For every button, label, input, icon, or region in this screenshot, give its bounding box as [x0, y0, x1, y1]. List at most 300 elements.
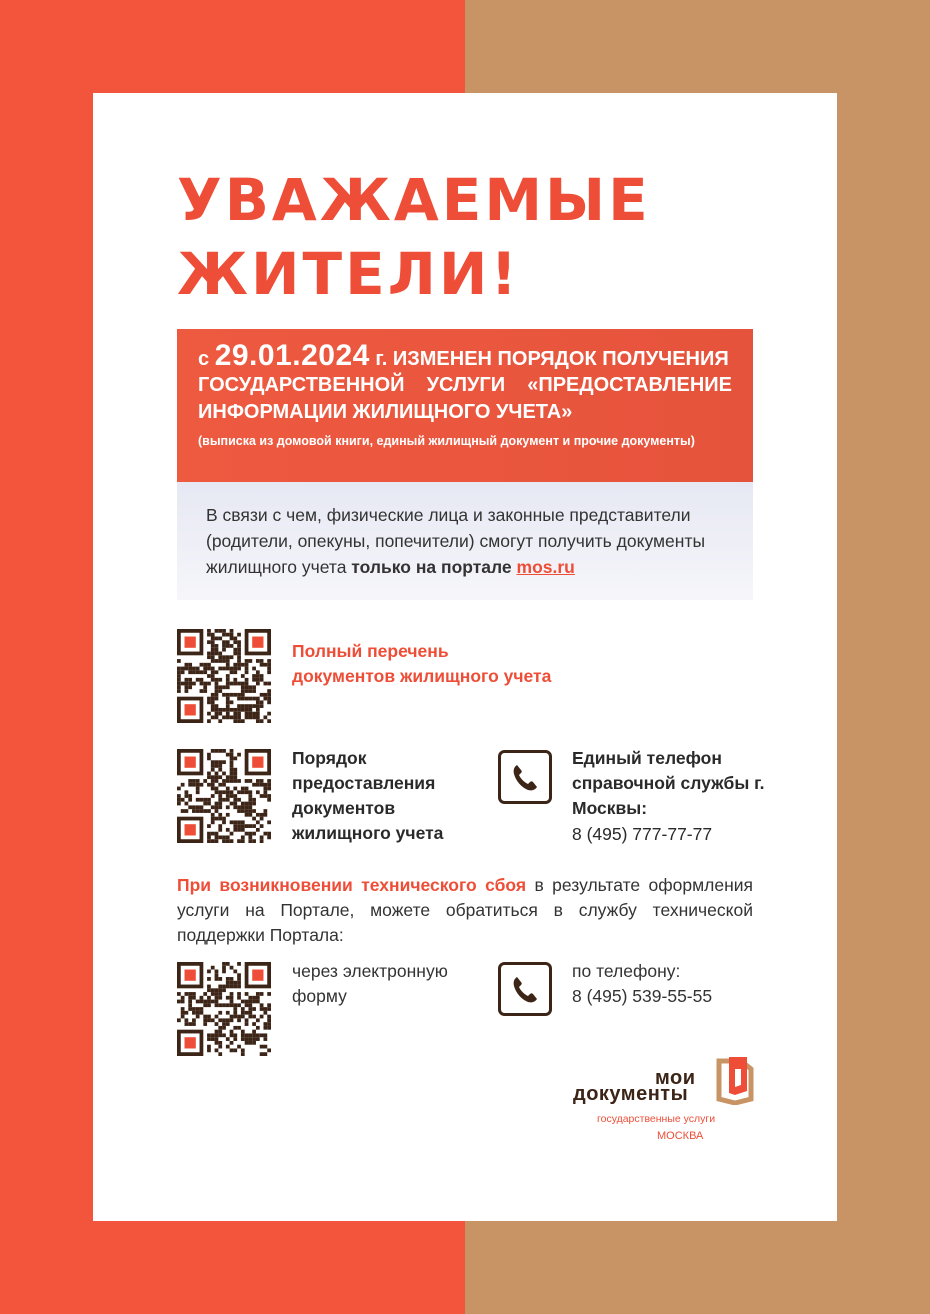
- qr-module: [177, 689, 181, 693]
- qr-module: [188, 667, 192, 671]
- qr-module: [252, 685, 256, 689]
- qr-module: [267, 697, 271, 701]
- qr-module: [245, 689, 249, 693]
- mos-ru-link[interactable]: mos.ru: [516, 557, 575, 577]
- qr-module: [248, 798, 252, 802]
- qr-module: [230, 655, 234, 659]
- qr-module: [203, 798, 207, 802]
- qr-module: [252, 674, 256, 678]
- qr-module: [256, 697, 260, 701]
- qr-module: [181, 1007, 185, 1011]
- qr-module: [226, 693, 230, 697]
- qr-module: [218, 1030, 222, 1034]
- qr-module: [207, 682, 211, 686]
- qr-module: [241, 704, 245, 708]
- qr-module: [207, 798, 211, 802]
- qr-module: [230, 839, 234, 843]
- qr-module: [226, 775, 230, 779]
- qr-module: [248, 809, 252, 813]
- qr-module: [267, 712, 271, 716]
- qr-module: [222, 835, 226, 839]
- qr-module: [233, 985, 237, 989]
- qr-module: [252, 667, 256, 671]
- qr-module: [196, 1007, 200, 1011]
- qr-module: [233, 1011, 237, 1015]
- qr-module: [207, 988, 211, 992]
- qr-module: [203, 802, 207, 806]
- qr-module: [218, 659, 222, 663]
- qr-module: [233, 779, 237, 783]
- qr-module: [260, 693, 264, 697]
- qr-module: [267, 820, 271, 824]
- qr-module: [207, 633, 211, 637]
- qr-module: [215, 712, 219, 716]
- qr-module: [267, 719, 271, 723]
- qr-module: [215, 775, 219, 779]
- helpline-number: 8 (495) 777-77-77: [572, 824, 713, 844]
- qr-module: [252, 689, 256, 693]
- qr-module: [233, 678, 237, 682]
- qr-module: [248, 685, 252, 689]
- qr-module: [230, 794, 234, 798]
- qr-module: [211, 697, 215, 701]
- qr-module: [185, 1022, 189, 1026]
- info-bold: только на портале: [351, 557, 517, 577]
- qr-module: [207, 1048, 211, 1052]
- qr-module: [207, 839, 211, 843]
- qr-module: [226, 779, 230, 783]
- qr-module: [196, 667, 200, 671]
- qr-module: [263, 1011, 267, 1015]
- qr-module: [256, 996, 260, 1000]
- qr-module: [218, 689, 222, 693]
- qr-module: [226, 685, 230, 689]
- qr-module: [188, 992, 192, 996]
- qr-module: [230, 1048, 234, 1052]
- qr-module: [248, 1007, 252, 1011]
- qr-module: [267, 779, 271, 783]
- qr-module: [215, 988, 219, 992]
- qr-module: [230, 1000, 234, 1004]
- qr-module: [185, 1018, 189, 1022]
- qr-module: [256, 828, 260, 832]
- qr-module: [177, 685, 181, 689]
- qr-module: [233, 667, 237, 671]
- qr-module: [218, 798, 222, 802]
- qr-module: [196, 678, 200, 682]
- qr-module: [211, 817, 215, 821]
- qr-module: [237, 648, 241, 652]
- qr-module: [237, 790, 241, 794]
- qr-module: [207, 1000, 211, 1004]
- qr-module: [226, 985, 230, 989]
- qr-module: [207, 977, 211, 981]
- qr-module: [237, 809, 241, 813]
- qr-module: [185, 809, 189, 813]
- qr-module: [211, 1000, 215, 1004]
- qr-module: [181, 667, 185, 671]
- qr-module: [211, 794, 215, 798]
- qr-module: [230, 1041, 234, 1045]
- qr-module: [200, 1000, 204, 1004]
- qr-module: [222, 779, 226, 783]
- qr-module: [215, 704, 219, 708]
- qr-module: [230, 768, 234, 772]
- qr-module: [248, 1015, 252, 1019]
- qr-module: [185, 689, 189, 693]
- qr-module: [263, 809, 267, 813]
- qr-module: [267, 670, 271, 674]
- qr-module: [260, 794, 264, 798]
- qr-finder-center: [252, 757, 263, 768]
- qr-module: [237, 977, 241, 981]
- qr-module: [237, 655, 241, 659]
- qr-module: [207, 970, 211, 974]
- qr-finder-center: [185, 704, 196, 715]
- qr-module: [215, 1033, 219, 1037]
- qr-module: [233, 682, 237, 686]
- qr-module: [215, 790, 219, 794]
- qr-module: [226, 682, 230, 686]
- qr-module: [215, 693, 219, 697]
- qr-module: [241, 693, 245, 697]
- qr-module: [252, 783, 256, 787]
- support-phone-label: по телефону:: [572, 961, 681, 981]
- qr-module: [207, 629, 211, 633]
- qr-code-graphic: [177, 749, 271, 843]
- qr-module: [222, 659, 226, 663]
- qr-module: [233, 824, 237, 828]
- qr-code-icon[interactable]: [177, 629, 271, 723]
- qr-module: [260, 700, 264, 704]
- qr-module: [185, 667, 189, 671]
- qr-label-electronic-form: через электронную форму: [292, 961, 448, 1006]
- qr-module: [241, 674, 245, 678]
- qr-module: [215, 1000, 219, 1004]
- qr-module: [263, 813, 267, 817]
- qr-module: [211, 644, 215, 648]
- qr-module: [245, 1000, 249, 1004]
- qr-module: [230, 772, 234, 776]
- qr-module: [241, 685, 245, 689]
- qr-module: [233, 693, 237, 697]
- qr-module: [215, 689, 219, 693]
- qr-module: [211, 787, 215, 791]
- qr-module: [260, 1007, 264, 1011]
- qr-module: [252, 1022, 256, 1026]
- qr-module: [237, 640, 241, 644]
- qr-module: [245, 663, 249, 667]
- qr-module: [245, 779, 249, 783]
- qr-module: [222, 715, 226, 719]
- qr-module: [181, 1000, 185, 1004]
- qr-module: [188, 805, 192, 809]
- qr-code-graphic: [177, 962, 271, 1056]
- qr-module: [233, 648, 237, 652]
- qr-module: [237, 839, 241, 843]
- qr-module: [252, 697, 256, 701]
- qr-module: [237, 667, 241, 671]
- qr-module: [215, 749, 219, 753]
- qr-module: [256, 1000, 260, 1004]
- qr-module: [226, 962, 230, 966]
- qr-module: [263, 794, 267, 798]
- qr-module: [215, 1048, 219, 1052]
- qr-module: [211, 678, 215, 682]
- qr-module: [177, 787, 181, 791]
- qr-module: [248, 832, 252, 836]
- qr-module: [222, 644, 226, 648]
- qr-module: [230, 700, 234, 704]
- qr-module: [267, 783, 271, 787]
- qr-module: [218, 719, 222, 723]
- qr-module: [226, 996, 230, 1000]
- qr-module: [203, 992, 207, 996]
- qr-module: [185, 685, 189, 689]
- qr-module: [256, 708, 260, 712]
- qr-module: [267, 700, 271, 704]
- qr-module: [226, 839, 230, 843]
- qr-module: [207, 753, 211, 757]
- qr-module: [248, 813, 252, 817]
- qr-code-graphic: [177, 629, 271, 723]
- qr-module: [215, 648, 219, 652]
- qr-module: [215, 678, 219, 682]
- qr-module: [211, 764, 215, 768]
- qr-module: [200, 1011, 204, 1015]
- qr-module: [226, 813, 230, 817]
- qr-code-icon[interactable]: [177, 749, 271, 843]
- tech-support-text: [177, 873, 753, 948]
- qr-module: [233, 1003, 237, 1007]
- qr-module: [245, 659, 249, 663]
- qr-module: [200, 809, 204, 813]
- qr-module: [248, 779, 252, 783]
- qr-module: [203, 1018, 207, 1022]
- qr-module: [252, 712, 256, 716]
- qr-module: [256, 820, 260, 824]
- qr-module: [218, 667, 222, 671]
- qr-module: [177, 802, 181, 806]
- qr-module: [260, 835, 264, 839]
- qr-module: [196, 787, 200, 791]
- qr-module: [211, 760, 215, 764]
- qr-module: [211, 700, 215, 704]
- qr-module: [226, 663, 230, 667]
- qr-module: [211, 988, 215, 992]
- qr-module: [200, 678, 204, 682]
- qr-module: [260, 1033, 264, 1037]
- qr-module: [218, 637, 222, 641]
- qr-module: [245, 708, 249, 712]
- qr-module: [267, 832, 271, 836]
- qr-module: [233, 768, 237, 772]
- qr-module: [211, 659, 215, 663]
- qr-module: [245, 802, 249, 806]
- qr-module: [215, 708, 219, 712]
- qr-module: [200, 783, 204, 787]
- qr-module: [192, 1007, 196, 1011]
- qr-module: [245, 832, 249, 836]
- qr-module: [211, 704, 215, 708]
- qr-module: [218, 977, 222, 981]
- qr-module: [230, 764, 234, 768]
- logo-word-2: документы: [573, 1083, 689, 1105]
- qr-module: [256, 670, 260, 674]
- qr-module: [207, 802, 211, 806]
- qr-module: [230, 753, 234, 757]
- qr-module: [233, 981, 237, 985]
- qr-module: [241, 697, 245, 701]
- qr-module: [245, 1011, 249, 1015]
- qr-module: [233, 757, 237, 761]
- qr-module: [211, 813, 215, 817]
- qr-module: [233, 1026, 237, 1030]
- qr-module: [222, 708, 226, 712]
- qr-module: [241, 790, 245, 794]
- qr-module: [188, 670, 192, 674]
- qr-module: [203, 1000, 207, 1004]
- qr-module: [181, 1011, 185, 1015]
- qr-module: [241, 1007, 245, 1011]
- qr-module: [203, 689, 207, 693]
- qr-module: [233, 663, 237, 667]
- qr-module: [237, 708, 241, 712]
- qr-module: [211, 648, 215, 652]
- qr-module: [215, 652, 219, 656]
- qr-module: [211, 640, 215, 644]
- qr-module: [241, 1011, 245, 1015]
- qr-module: [211, 1037, 215, 1041]
- qr-module: [233, 1037, 237, 1041]
- qr-module: [256, 674, 260, 678]
- qr-module: [263, 697, 267, 701]
- qr-module: [241, 835, 245, 839]
- qr-module: [260, 1045, 264, 1049]
- qr-module: [200, 682, 204, 686]
- qr-module: [248, 715, 252, 719]
- qr-module: [237, 992, 241, 996]
- tech-highlight: При возникновении технического сбоя: [177, 875, 527, 895]
- qr-module: [252, 798, 256, 802]
- qr-module: [260, 813, 264, 817]
- qr-module: [263, 1022, 267, 1026]
- qr-module: [215, 787, 219, 791]
- qr-module: [267, 798, 271, 802]
- qr-module: [185, 794, 189, 798]
- qr-module: [245, 678, 249, 682]
- qr-module: [188, 678, 192, 682]
- poster-card: [93, 93, 837, 1221]
- qr-module: [230, 802, 234, 806]
- qr-module: [218, 708, 222, 712]
- qr-module: [237, 659, 241, 663]
- qr-module: [215, 644, 219, 648]
- qr-module: [177, 798, 181, 802]
- qr-module: [256, 1033, 260, 1037]
- qr-module: [192, 809, 196, 813]
- qr-module: [248, 1041, 252, 1045]
- qr-module: [207, 1037, 211, 1041]
- qr-module: [241, 787, 245, 791]
- qr-module: [226, 798, 230, 802]
- qr-module: [211, 674, 215, 678]
- qr-module: [177, 678, 181, 682]
- qr-module: [248, 1011, 252, 1015]
- qr-module: [233, 1007, 237, 1011]
- qr-module: [237, 753, 241, 757]
- qr-module: [177, 659, 181, 663]
- qr-module: [248, 708, 252, 712]
- qr-module: [218, 1011, 222, 1015]
- qr-module: [226, 977, 230, 981]
- qr-module: [226, 700, 230, 704]
- qr-module: [215, 809, 219, 813]
- qr-module: [233, 787, 237, 791]
- qr-module: [203, 682, 207, 686]
- qr-module: [203, 663, 207, 667]
- qr-module: [211, 779, 215, 783]
- qr-module: [218, 764, 222, 768]
- qr-module: [200, 798, 204, 802]
- qr-module: [245, 992, 249, 996]
- info-box: [177, 482, 753, 600]
- qr-module: [207, 700, 211, 704]
- qr-module: [245, 1022, 249, 1026]
- qr-module: [226, 1037, 230, 1041]
- qr-module: [226, 678, 230, 682]
- qr-module: [248, 1037, 252, 1041]
- qr-module: [207, 663, 211, 667]
- qr-module: [218, 802, 222, 806]
- qr-module: [226, 633, 230, 637]
- qr-module: [207, 1015, 211, 1019]
- qr-module: [241, 1015, 245, 1019]
- qr-module: [241, 828, 245, 832]
- qr-module: [263, 783, 267, 787]
- qr-module: [207, 832, 211, 836]
- qr-module: [192, 1018, 196, 1022]
- qr-module: [200, 663, 204, 667]
- qr-module: [230, 985, 234, 989]
- qr-module: [252, 1041, 256, 1045]
- qr-module: [207, 655, 211, 659]
- qr-module: [230, 637, 234, 641]
- qr-module: [215, 629, 219, 633]
- qr-module: [230, 633, 234, 637]
- qr-module: [260, 839, 264, 843]
- qr-module: [218, 712, 222, 716]
- qr-label-procedure: Порядок предоставления документов жилищного учета: [292, 748, 444, 843]
- qr-module: [203, 670, 207, 674]
- qr-finder-center: [185, 970, 196, 981]
- qr-module: [226, 790, 230, 794]
- qr-module: [256, 1018, 260, 1022]
- qr-module: [230, 775, 234, 779]
- qr-module: [222, 760, 226, 764]
- qr-code-icon[interactable]: [177, 962, 271, 1056]
- qr-module: [177, 670, 181, 674]
- phone-icon: [498, 962, 552, 1016]
- qr-module: [256, 1026, 260, 1030]
- qr-module: [218, 768, 222, 772]
- qr-module: [237, 985, 241, 989]
- qr-module: [237, 715, 241, 719]
- qr-module: [207, 775, 211, 779]
- qr-module: [203, 779, 207, 783]
- qr-module: [226, 715, 230, 719]
- qr-module: [230, 757, 234, 761]
